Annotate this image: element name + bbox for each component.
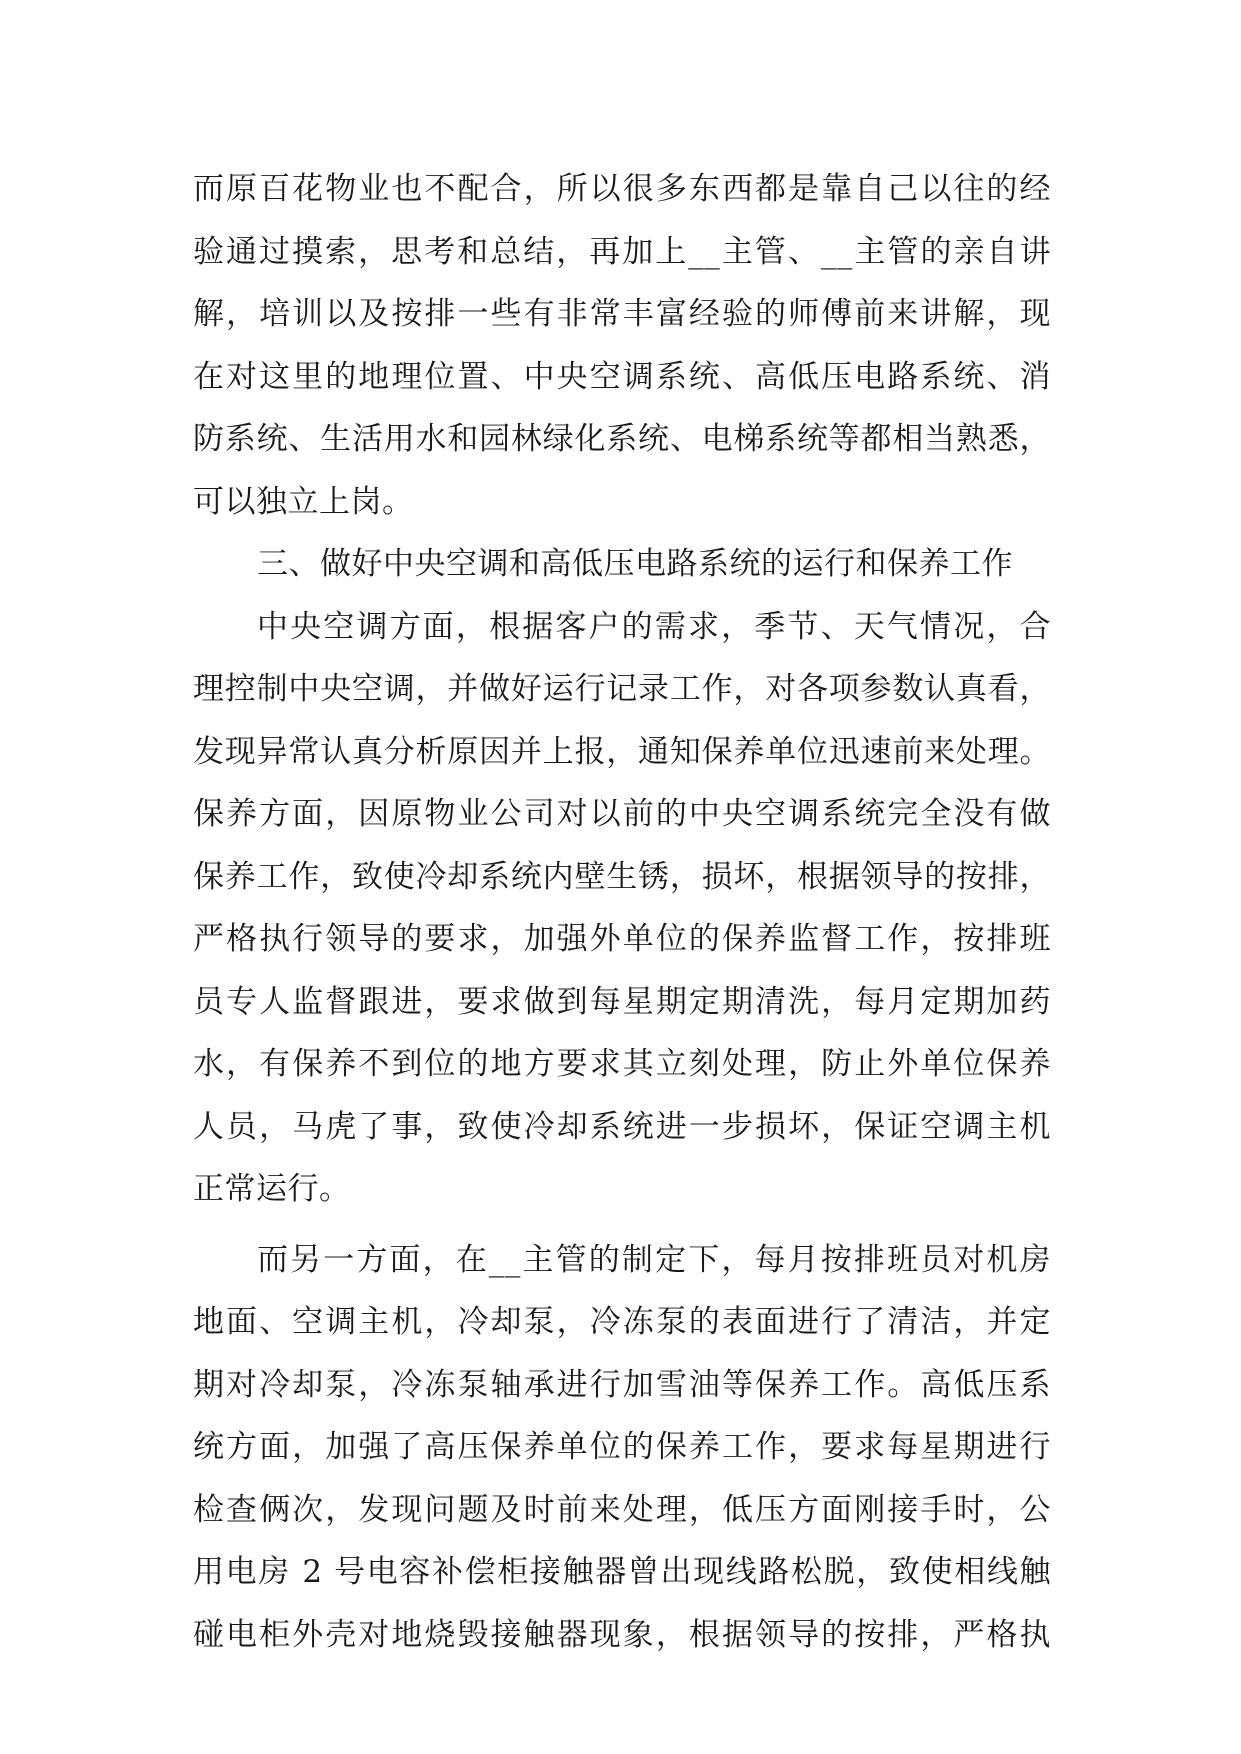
text-line: 保养方面，因原物业公司对以前的中央空调系统完全没有做: [193, 796, 1051, 832]
text-line: 中央空调方面，根据客户的需求，季节、天气情况，合: [257, 608, 1051, 645]
document-body: [193, 158, 1051, 1666]
text-line: 防系统、生活用水和园林绿化系统、电梯系统等都相当熟悉，: [193, 421, 1051, 457]
paragraph-gap: [193, 1221, 1051, 1229]
text-line: 用电房 2 号电容补偿柜接触器曾出现线路松脱，致使相线触: [193, 1554, 1051, 1590]
heading-line: 三、做好中央空调和高低压电路系统的运行和保养工作: [257, 546, 1013, 582]
text-line: 保养工作，致使冷却系统内壁生锈，损坏，根据领导的按排，: [193, 858, 1051, 895]
paragraph-1: [193, 158, 1051, 533]
paragraph-3: [193, 1229, 1051, 1667]
text-line: 人员，马虎了事，致使冷却系统进一步损坏，保证空调主机: [193, 1108, 1051, 1145]
text-line: 员专人监督跟进，要求做到每星期定期清洗，每月定期加药: [193, 983, 1051, 1020]
text-line: 理控制中央空调，并做好运行记录工作，对各项参数认真看，: [193, 671, 1051, 707]
section-heading: [193, 533, 1051, 596]
text-line: 验通过摸索，思考和总结，再加上__主管、__主管的亲自讲: [193, 233, 1051, 270]
text-line: 而原百花物业也不配合，所以很多东西都是靠自己以往的经: [193, 171, 1051, 207]
paragraph-2: [193, 596, 1051, 1221]
text-line: 严格执行领导的要求，加强外单位的保养监督工作，按排班: [193, 921, 1051, 957]
text-line: 地面、空调主机，冷却泵，冷冻泵的表面进行了清洁，并定: [193, 1304, 1051, 1340]
text-line: 在对这里的地理位置、中央空调系统、高低压电路系统、消: [193, 358, 1051, 395]
text-line: 正常运行。: [193, 1171, 351, 1207]
text-line: 统方面，加强了高压保养单位的保养工作，要求每星期进行: [193, 1429, 1051, 1465]
text-line: 解，培训以及按排一些有非常丰富经验的师傅前来讲解，现: [193, 296, 1051, 332]
text-line: 发现异常认真分析原因并上报，通知保养单位迅速前来处理。: [193, 733, 1051, 770]
text-line: 期对冷却泵，冷冻泵轴承进行加雪油等保养工作。高低压系: [193, 1366, 1051, 1403]
text-line: 可以独立上岗。: [193, 483, 414, 520]
text-line: 碰电柜外壳对地烧毁接触器现象，根据领导的按排，严格执: [193, 1616, 1051, 1653]
text-line: 检查俩次，发现问题及时前来处理，低压方面刚接手时，公: [193, 1491, 1051, 1528]
text-line: 水，有保养不到位的地方要求其立刻处理，防止外单位保养: [193, 1046, 1051, 1082]
text-line: 而另一方面，在__主管的制定下，每月按排班员对机房: [257, 1241, 1051, 1278]
